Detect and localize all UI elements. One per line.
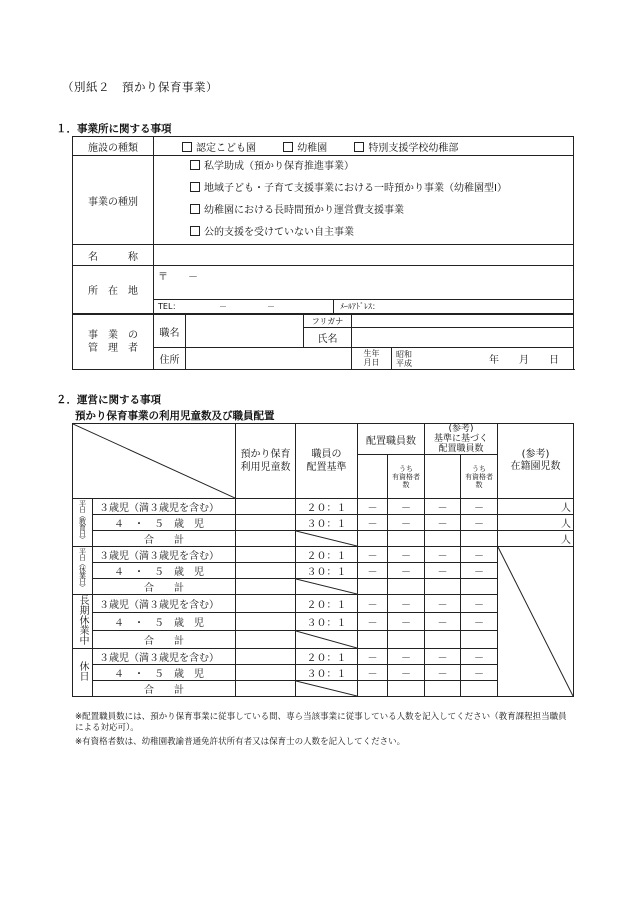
- facility-type-label: 施設の種類: [73, 137, 154, 156]
- staff-cell[interactable]: [358, 631, 388, 649]
- section1-heading: １．事業所に関する事項: [56, 123, 172, 135]
- ref-qualified-cell[interactable]: －: [461, 665, 498, 681]
- qualified-sub-2: うち 有資格者 数: [461, 455, 498, 499]
- enrolled-cell[interactable]: 人: [498, 499, 574, 515]
- section2-heading: ２．運営に関する事項: [56, 394, 161, 406]
- qualified-cell[interactable]: －: [388, 649, 425, 665]
- ratio-cell: ３０：１: [296, 515, 358, 531]
- staff-cell[interactable]: [358, 579, 388, 595]
- age-cell: ３歳児（満３歳児を含む）: [93, 595, 236, 613]
- name-label: 名 称: [73, 245, 154, 266]
- qualified-cell[interactable]: [388, 631, 425, 649]
- qualified-cell[interactable]: －: [388, 613, 425, 631]
- staff-cell[interactable]: －: [358, 515, 388, 531]
- residence-field[interactable]: [186, 348, 352, 370]
- ratio-empty-cell: [296, 579, 358, 595]
- children-input[interactable]: [236, 665, 296, 681]
- document-title: （別紙２ 預かり保育事業）: [62, 80, 218, 94]
- ratio-empty-cell: [296, 681, 358, 697]
- ref-staff-cell[interactable]: －: [425, 547, 461, 563]
- qualified-cell[interactable]: －: [388, 563, 425, 579]
- staff-total-sub: [358, 455, 388, 499]
- children-input[interactable]: [236, 579, 296, 595]
- fullname-label: 氏名: [304, 328, 352, 348]
- note-1: ※配置職員数には、預かり保育事業に従事している間、専ら当該事業に従事している人数を記入してください（教育課程担当職員による対応可）。: [75, 712, 567, 733]
- enrolled-cell[interactable]: 人: [498, 515, 574, 531]
- ref-staff-cell[interactable]: －: [425, 563, 461, 579]
- enrolled-cell[interactable]: 人: [498, 531, 574, 547]
- checkbox-icon[interactable]: [190, 226, 200, 236]
- business-option-2[interactable]: 地域子ども・子育て支援事業における一時預かり事業（幼稚園型Ⅰ）: [154, 178, 573, 200]
- ratio-cell: ２０：１: [296, 595, 358, 613]
- corner-cell: [73, 424, 236, 499]
- qualified-cell[interactable]: [388, 681, 425, 697]
- section2-subheading: 預かり保育事業の利用児童数及び職員配置: [75, 410, 275, 422]
- table-row: [73, 515, 574, 531]
- age-cell: ４・５歳児: [93, 665, 236, 681]
- name-field[interactable]: [154, 245, 574, 266]
- ref-staff-cell[interactable]: [425, 681, 461, 697]
- ref-staff-cell[interactable]: [425, 579, 461, 595]
- checkbox-icon[interactable]: [190, 182, 200, 192]
- col-staff: 配置職員数: [358, 424, 425, 455]
- business-option-3[interactable]: 幼稚園における長時間預かり運営費支援事業: [154, 200, 573, 222]
- group-label-weekday-off: 平日（休業日）: [73, 547, 93, 595]
- checkbox-icon[interactable]: [190, 204, 200, 214]
- note-2: ※有資格者数は、幼稚園教諭普通免許状所有者又は保育士の人数を記入してください。: [75, 737, 406, 747]
- total-cell: 合 計: [93, 579, 236, 595]
- age-cell: ４・５歳児: [93, 515, 236, 531]
- col-standard: 職員の 配置基準: [296, 424, 358, 499]
- furigana-label: フリガナ: [304, 315, 352, 328]
- table-row: [73, 499, 574, 515]
- post-field[interactable]: [186, 315, 304, 348]
- age-cell: ４・５歳児: [93, 613, 236, 631]
- staff-cell[interactable]: －: [358, 499, 388, 515]
- children-input[interactable]: [236, 649, 296, 665]
- ratio-cell: ２０：１: [296, 499, 358, 515]
- checkbox-icon[interactable]: [190, 160, 200, 170]
- ref-staff-cell[interactable]: －: [425, 515, 461, 531]
- children-input[interactable]: [236, 595, 296, 613]
- ref-total-sub: [425, 455, 461, 499]
- ratio-cell: ３０：１: [296, 665, 358, 681]
- ratio-empty-cell: [296, 531, 358, 547]
- group-label-weekday-edu: 平日（教育日）: [73, 499, 93, 547]
- residence-label: 住所: [154, 348, 186, 370]
- staff-cell[interactable]: －: [358, 595, 388, 613]
- email-field[interactable]: ﾒｰﾙｱﾄﾞﾚｽ：: [334, 300, 574, 314]
- children-input[interactable]: [236, 681, 296, 697]
- ratio-cell: ２０：１: [296, 547, 358, 563]
- ref-staff-cell[interactable]: －: [425, 665, 461, 681]
- ratio-cell: ３０：１: [296, 563, 358, 579]
- total-cell: 合 計: [93, 631, 236, 649]
- children-input[interactable]: [236, 531, 296, 547]
- business-option-1[interactable]: 私学助成（預かり保育推進事業）: [154, 156, 573, 178]
- ref-qualified-cell[interactable]: －: [461, 563, 498, 579]
- ref-staff-cell[interactable]: [425, 631, 461, 649]
- staff-cell[interactable]: －: [358, 563, 388, 579]
- total-cell: 合 計: [93, 681, 236, 697]
- facility-option-kodomoen[interactable]: 認定こども園: [182, 139, 256, 154]
- qualified-cell[interactable]: －: [388, 595, 425, 613]
- birthdate-block: [352, 348, 574, 370]
- business-option-4[interactable]: 公的支援を受けていない自主事業: [154, 222, 573, 244]
- qualified-sub-1: うち 有資格者 数: [388, 455, 425, 499]
- children-input[interactable]: [236, 499, 296, 515]
- group-label-holiday: 休日: [73, 649, 93, 697]
- age-cell: ３歳児（満３歳児を含む）: [93, 649, 236, 665]
- ratio-empty-cell: [296, 631, 358, 649]
- ref-staff-cell[interactable]: －: [425, 499, 461, 515]
- facility-type-options: [154, 137, 574, 156]
- post-label: 職名: [154, 315, 186, 348]
- ratio-cell: ２０：１: [296, 649, 358, 665]
- checkbox-icon[interactable]: [354, 142, 364, 152]
- table-row: [73, 547, 574, 563]
- staff-cell[interactable]: －: [358, 649, 388, 665]
- manager-label: 事 業 の 管 理 者: [73, 315, 154, 370]
- furigana-field[interactable]: [352, 315, 574, 328]
- ref-staff-cell[interactable]: [425, 531, 461, 547]
- facility-option-kindergarten[interactable]: 幼稚園: [283, 139, 327, 154]
- staff-cell[interactable]: －: [358, 665, 388, 681]
- ref-qualified-cell[interactable]: －: [461, 499, 498, 515]
- staff-cell[interactable]: [358, 531, 388, 547]
- age-cell: ４・５歳児: [93, 563, 236, 579]
- col-children: 預かり保育 利用児童数: [236, 424, 296, 499]
- staffing-table: [72, 423, 574, 697]
- address-label: 所 在 地: [73, 266, 154, 314]
- ref-qualified-cell[interactable]: [461, 579, 498, 595]
- age-cell: ３歳児（満３歳児を含む）: [93, 547, 236, 563]
- qualified-cell[interactable]: －: [388, 547, 425, 563]
- children-input[interactable]: [236, 631, 296, 649]
- tel-field[interactable]: TEL： － －: [154, 300, 334, 314]
- checkbox-icon[interactable]: [283, 142, 293, 152]
- business-type-label: 事業の種別: [73, 156, 154, 245]
- qualified-cell[interactable]: －: [388, 665, 425, 681]
- checkbox-icon[interactable]: [182, 142, 192, 152]
- col-ref-staff: (参考) 基準に基づく 配置職員数: [425, 424, 498, 455]
- children-input[interactable]: [236, 547, 296, 563]
- postal-mark: 〒 －: [158, 272, 198, 283]
- total-cell: 合 計: [93, 531, 236, 547]
- ref-qualified-cell[interactable]: [461, 531, 498, 547]
- business-type-options: [154, 156, 574, 245]
- ref-qualified-cell[interactable]: －: [461, 595, 498, 613]
- col-enrolled: (参考) 在籍園児数: [498, 424, 574, 499]
- ref-qualified-cell[interactable]: －: [461, 515, 498, 531]
- staff-cell[interactable]: [358, 681, 388, 697]
- children-input[interactable]: [236, 613, 296, 631]
- children-input[interactable]: [236, 563, 296, 579]
- address-field[interactable]: [154, 266, 574, 300]
- qualified-cell[interactable]: [388, 531, 425, 547]
- birth-label: 生年 月日: [352, 348, 392, 369]
- ratio-cell: ３０：１: [296, 613, 358, 631]
- ref-qualified-cell[interactable]: [461, 681, 498, 697]
- qualified-cell[interactable]: －: [388, 515, 425, 531]
- ref-qualified-cell[interactable]: －: [461, 613, 498, 631]
- age-cell: ３歳児（満３歳児を含む）: [93, 499, 236, 515]
- ref-staff-cell[interactable]: －: [425, 595, 461, 613]
- era-label: 昭和 平成: [396, 349, 412, 368]
- ref-qualified-cell[interactable]: [461, 631, 498, 649]
- ref-qualified-cell[interactable]: －: [461, 649, 498, 665]
- fullname-field[interactable]: [352, 328, 574, 348]
- table-row: [73, 531, 574, 547]
- children-input[interactable]: [236, 515, 296, 531]
- birthdate-field[interactable]: 年 月 日: [489, 355, 559, 366]
- facility-option-special[interactable]: 特別支援学校幼稚部: [354, 139, 458, 154]
- qualified-cell[interactable]: [388, 579, 425, 595]
- diagonal-line: [73, 424, 235, 498]
- ref-staff-cell[interactable]: －: [425, 649, 461, 665]
- staff-cell[interactable]: －: [358, 613, 388, 631]
- ref-staff-cell[interactable]: －: [425, 613, 461, 631]
- staff-cell[interactable]: －: [358, 547, 388, 563]
- manager-table: [72, 314, 574, 370]
- ref-qualified-cell[interactable]: －: [461, 547, 498, 563]
- facility-table: [72, 136, 574, 314]
- qualified-cell[interactable]: －: [388, 499, 425, 515]
- group-label-long-holiday: 長期休業中: [73, 595, 93, 649]
- enrolled-na-cell: [498, 547, 574, 697]
